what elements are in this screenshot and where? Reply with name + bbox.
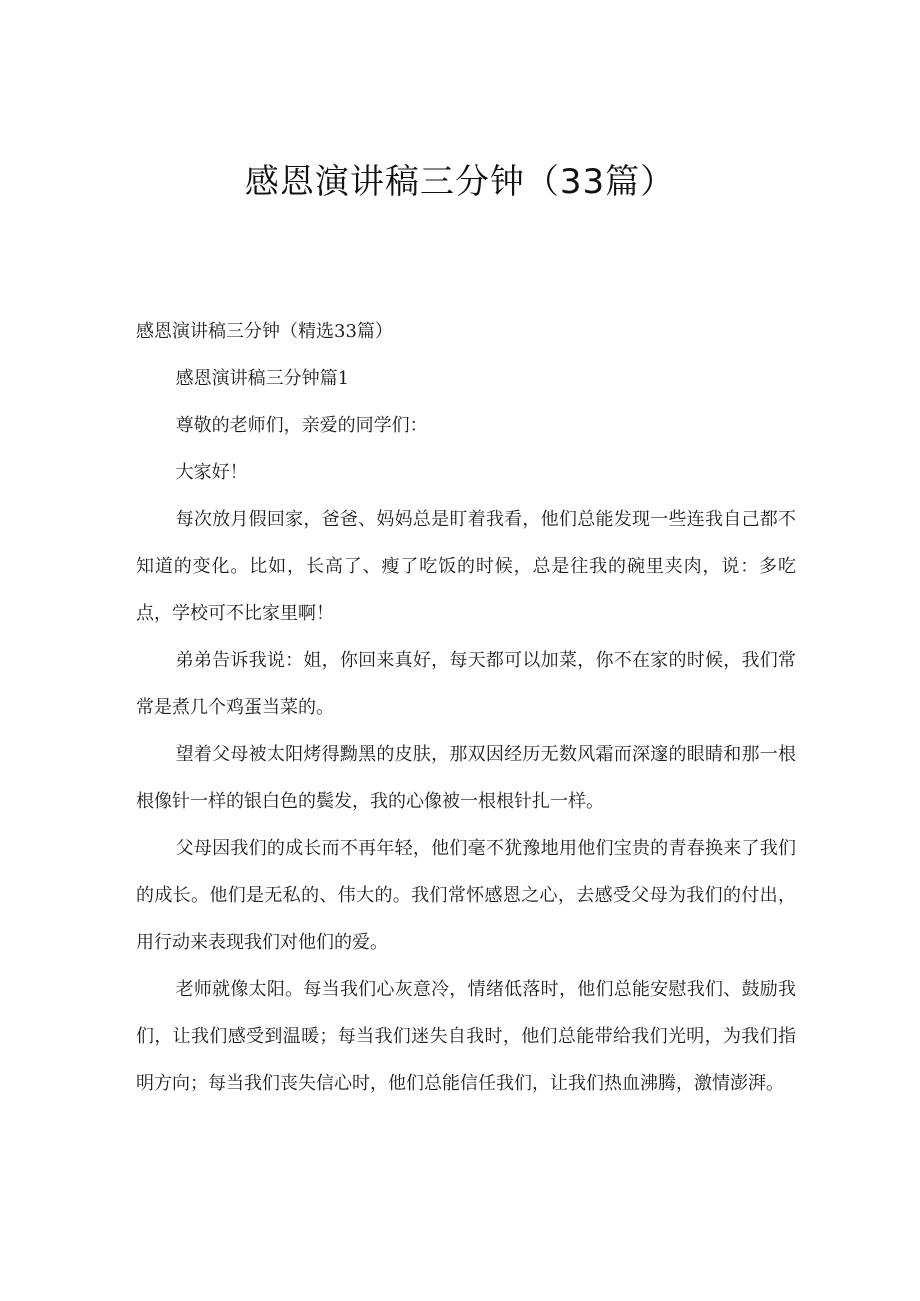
paragraph: 每次放月假回家，爸爸、妈妈总是盯着我看，他们总能发现一些连我自己都不知道的变化。比如，长高了、瘦了吃饭的时候，总是往我的碗里夹肉，说：多吃点，学校可不比家里啊！ <box>136 509 796 624</box>
paragraph-hello: 大家好！ <box>175 462 248 483</box>
section-heading: 感恩演讲稿三分钟篇1 <box>175 368 350 389</box>
document-title: 感恩演讲稿三分钟（33篇） <box>244 162 676 202</box>
paragraph-greeting: 尊敬的老师们，亲爱的同学们： <box>175 415 428 436</box>
document-subtitle: 感恩演讲稿三分钟（精选33篇） <box>136 321 393 342</box>
paragraph: 父母因我们的成长而不再年轻，他们毫不犹豫地用他们宝贵的青春换来了我们的成长。他们是无私的、伟大的。我们常怀感恩之心，去感受父母为我们的付出，用行动来表现我们对他们的爱。 <box>136 838 796 953</box>
paragraph: 弟弟告诉我说：姐，你回来真好，每天都可以加菜，你不在家的时候，我们常常是煮几个鸡蛋当菜的。 <box>136 650 796 718</box>
document-body <box>136 308 796 1107</box>
paragraph: 望着父母被太阳烤得黝黑的皮肤，那双因经历无数风霜而深邃的眼睛和那一根根像针一样的银白色的鬓发，我的心像被一根根针扎一样。 <box>136 744 796 812</box>
paragraph: 老师就像太阳。每当我们心灰意冷，情绪低落时，他们总能安慰我们、鼓励我们，让我们感受到温暖；每当我们迷失自我时，他们总能带给我们光明，为我们指明方向；每当我们丧失信心时，他们总能信任我们，让我们热血沸腾，激情澎湃。 <box>136 979 796 1094</box>
